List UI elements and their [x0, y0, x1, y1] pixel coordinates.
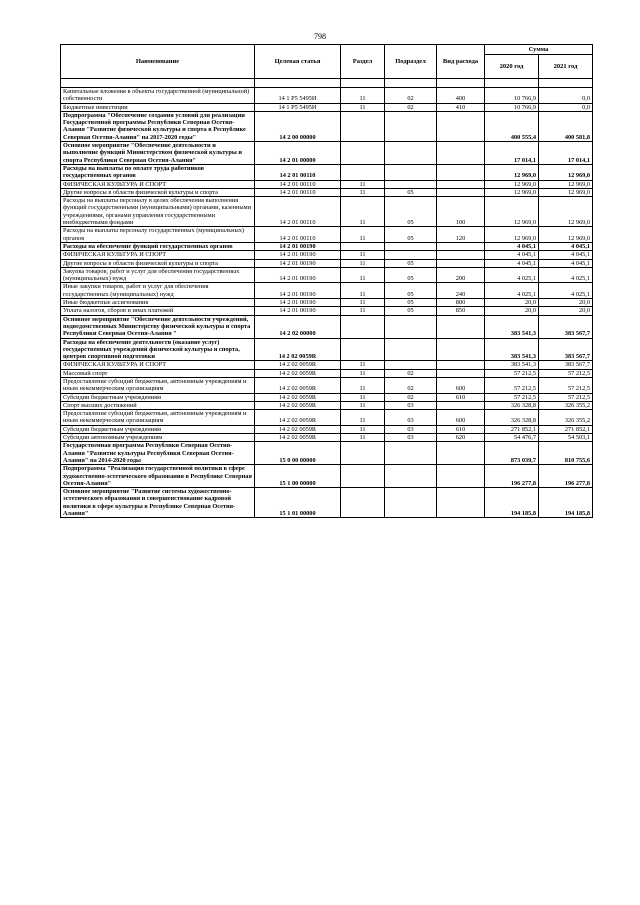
cell-sum-2020: 12 969,0 — [485, 188, 539, 196]
cell-sum-2021: 20,0 — [539, 307, 593, 315]
cell-expense-type — [437, 401, 485, 409]
cell-expense-type: 800 — [437, 299, 485, 307]
cell-target-code: 14 2 01 00190 — [255, 307, 341, 315]
cell-target-code: 14 2 02 00000 — [255, 315, 341, 338]
cell-sum-2020: 12 969,0 — [485, 180, 539, 188]
cell-name: Уплата налогов, сборов и иных платежей — [61, 307, 255, 315]
cell-section: 11 — [341, 377, 385, 393]
cell-sum-2021: 4 025,1 — [539, 283, 593, 299]
cell-target-code: 15 0 00 00000 — [255, 442, 341, 465]
table-row — [61, 188, 593, 196]
cell-section: 11 — [341, 299, 385, 307]
cell-sum-2020: 326 328,8 — [485, 410, 539, 426]
cell-subsection: 02 — [385, 369, 437, 377]
cell-expense-type — [437, 488, 485, 518]
cell-expense-type — [437, 361, 485, 369]
cell-expense-type — [437, 242, 485, 250]
cell-target-code: 14 2 02 0059R — [255, 377, 341, 393]
cell-sum-2020: 4 025,1 — [485, 283, 539, 299]
cell-sum-2020: 12 969,0 — [485, 164, 539, 180]
cell-sum-2020: 20,0 — [485, 307, 539, 315]
cell-expense-type: 600 — [437, 377, 485, 393]
cell-name: Расходы на обеспечение функций государственных органов — [61, 242, 255, 250]
cell-sum-2020: 383 541,3 — [485, 338, 539, 361]
cell-section: 11 — [341, 88, 385, 104]
cell-sum-2021: 4 025,1 — [539, 267, 593, 283]
cell-sum-2021: 12 969,0 — [539, 164, 593, 180]
cell-name: ФИЗИЧЕСКАЯ КУЛЬТУРА И СПОРТ — [61, 180, 255, 188]
cell-expense-type — [437, 142, 485, 165]
cell-expense-type: 620 — [437, 434, 485, 442]
table-row — [61, 361, 593, 369]
table-row — [61, 425, 593, 433]
cell-subsection: 05 — [385, 307, 437, 315]
cell-section: 11 — [341, 227, 385, 243]
cell-subsection: 03 — [385, 401, 437, 409]
cell-name: Субсидии бюджетным учреждениям — [61, 425, 255, 433]
cell-subsection — [385, 465, 437, 488]
cell-target-code: 14 2 01 00110 — [255, 180, 341, 188]
table-row — [61, 88, 593, 104]
cell-expense-type — [437, 369, 485, 377]
table-row — [61, 377, 593, 393]
cell-name: Основное мероприятие "Обеспечение деятельности и выполнение функций Министерством физической культуры и спорта Республики Северная Осетия-Алания" — [61, 142, 255, 165]
cell-section — [341, 111, 385, 141]
col-header-name: Наименование — [61, 45, 255, 79]
cell-name: Спорт высших достижений — [61, 401, 255, 409]
cell-section — [341, 488, 385, 518]
cell-sum-2020: 54 476,7 — [485, 434, 539, 442]
cell-section: 11 — [341, 434, 385, 442]
cell-sum-2021: 12 969,0 — [539, 188, 593, 196]
cell-section: 11 — [341, 410, 385, 426]
cell-subsection: 03 — [385, 410, 437, 426]
cell-name: Другие вопросы в области физической культуры и спорта — [61, 259, 255, 267]
cell-target-code: 14 2 01 00190 — [255, 259, 341, 267]
cell-section — [341, 142, 385, 165]
cell-subsection: 03 — [385, 434, 437, 442]
cell-expense-type: 850 — [437, 307, 485, 315]
cell-expense-type: 410 — [437, 103, 485, 111]
cell-expense-type: 240 — [437, 283, 485, 299]
cell-subsection — [385, 488, 437, 518]
cell-section — [341, 315, 385, 338]
cell-name: Предоставление субсидий бюджетным, автономным учреждениям и иным некоммерческим организациям — [61, 410, 255, 426]
cell-target-code: 14 2 01 00110 — [255, 188, 341, 196]
cell-section: 11 — [341, 267, 385, 283]
cell-sum-2020: 271 852,1 — [485, 425, 539, 433]
table-row — [61, 410, 593, 426]
table-row — [61, 197, 593, 227]
cell-name: Государственная программа Республики Северная Осетия-Алания "Развитие культуры Республики Северная Осетия-Алания" на 2014-2020 годы — [61, 442, 255, 465]
cell-subsection — [385, 142, 437, 165]
cell-subsection — [385, 111, 437, 141]
cell-name: Расходы на выплаты по оплате труда работников государственных органов — [61, 164, 255, 180]
cell-target-code: 14 2 01 00110 — [255, 227, 341, 243]
cell-sum-2021: 194 185,8 — [539, 488, 593, 518]
table-row — [61, 283, 593, 299]
cell-expense-type: 610 — [437, 393, 485, 401]
cell-section — [341, 442, 385, 465]
cell-subsection: 03 — [385, 425, 437, 433]
col-header-expense-type: Вид расхода — [437, 45, 485, 79]
cell-sum-2020: 4 045,1 — [485, 259, 539, 267]
cell-sum-2021: 383 567,7 — [539, 315, 593, 338]
cell-subsection: 05 — [385, 299, 437, 307]
table-row — [61, 369, 593, 377]
cell-subsection: 02 — [385, 88, 437, 104]
cell-expense-type: 400 — [437, 88, 485, 104]
cell-subsection — [385, 164, 437, 180]
cell-section: 11 — [341, 103, 385, 111]
cell-sum-2020: 10 766,9 — [485, 103, 539, 111]
table-row — [61, 259, 593, 267]
cell-subsection — [385, 338, 437, 361]
cell-expense-type: 600 — [437, 410, 485, 426]
cell-expense-type — [437, 111, 485, 141]
cell-target-code: 14 2 02 0059R — [255, 369, 341, 377]
cell-name: Капитальные вложения в объекты государственной (муниципальной) собственности — [61, 88, 255, 104]
cell-section — [341, 465, 385, 488]
cell-subsection: 02 — [385, 377, 437, 393]
cell-target-code: 14 2 01 00190 — [255, 242, 341, 250]
cell-expense-type — [437, 338, 485, 361]
cell-expense-type — [437, 180, 485, 188]
cell-target-code: 14 2 02 0059R — [255, 338, 341, 361]
cell-target-code: 14 2 02 0059R — [255, 393, 341, 401]
cell-sum-2021: 4 045,1 — [539, 251, 593, 259]
cell-section: 11 — [341, 259, 385, 267]
cell-target-code: 14 2 02 0059R — [255, 410, 341, 426]
cell-target-code: 14 2 01 00000 — [255, 142, 341, 165]
cell-target-code: 14 2 02 0059R — [255, 434, 341, 442]
table-row — [61, 180, 593, 188]
cell-name: Другие вопросы в области физической культуры и спорта — [61, 188, 255, 196]
cell-expense-type — [437, 251, 485, 259]
cell-target-code: 14 2 01 00190 — [255, 267, 341, 283]
cell-name: Расходы на выплаты персоналу в целях обеспечения выполнения функций государственными (муниципальными) органами, казенными учреждениями, органами управления государственными внебюджетными фондами — [61, 197, 255, 227]
table-row — [61, 307, 593, 315]
cell-target-code: 14 2 00 00000 — [255, 111, 341, 141]
cell-sum-2020: 57 212,5 — [485, 369, 539, 377]
cell-target-code: 14 1 P5 5495И — [255, 88, 341, 104]
cell-subsection: 05 — [385, 259, 437, 267]
cell-sum-2021: 12 969,0 — [539, 180, 593, 188]
table-row — [61, 242, 593, 250]
cell-section: 11 — [341, 401, 385, 409]
cell-expense-type: 120 — [437, 227, 485, 243]
cell-subsection — [385, 242, 437, 250]
cell-sum-2020: 57 212,5 — [485, 393, 539, 401]
cell-section — [341, 242, 385, 250]
cell-subsection — [385, 361, 437, 369]
cell-subsection: 05 — [385, 197, 437, 227]
cell-name: Подпрограмма "Обеспечение создания условий для реализации Государственной программы Республики Северная Осетия-Алания "Развитие физической культуры и спорта в Республике Северная Осетия-Алания" на 2017-2020 годы" — [61, 111, 255, 141]
cell-sum-2021: 20,0 — [539, 299, 593, 307]
cell-sum-2021: 57 212,5 — [539, 393, 593, 401]
cell-sum-2021: 12 969,0 — [539, 197, 593, 227]
cell-sum-2021: 57 212,5 — [539, 377, 593, 393]
spacer-row — [61, 79, 593, 88]
cell-sum-2021: 383 567,7 — [539, 338, 593, 361]
cell-subsection — [385, 180, 437, 188]
table-row — [61, 488, 593, 518]
page-number: 798 — [314, 32, 326, 41]
cell-target-code: 14 2 02 0059R — [255, 401, 341, 409]
cell-sum-2020: 20,0 — [485, 299, 539, 307]
cell-name: Иные закупки товаров, работ и услуг для обеспечения государственных (муниципальных) нужд — [61, 283, 255, 299]
cell-sum-2021: 326 355,2 — [539, 401, 593, 409]
budget-table — [60, 44, 593, 518]
cell-target-code: 14 1 P5 5495И — [255, 103, 341, 111]
cell-sum-2020: 400 555,4 — [485, 111, 539, 141]
cell-name: Закупка товаров, работ и услуг для обеспечения государственных (муниципальных) нужд — [61, 267, 255, 283]
cell-subsection: 05 — [385, 267, 437, 283]
cell-subsection: 02 — [385, 103, 437, 111]
cell-expense-type — [437, 465, 485, 488]
cell-expense-type — [437, 315, 485, 338]
col-header-section: Раздел — [341, 45, 385, 79]
cell-name: Бюджетные инвестиции — [61, 103, 255, 111]
cell-sum-2021: 326 355,2 — [539, 410, 593, 426]
cell-name: Массовый спорт — [61, 369, 255, 377]
cell-sum-2020: 4 025,1 — [485, 267, 539, 283]
cell-name: Субсидии бюджетным учреждениям — [61, 393, 255, 401]
cell-name: Расходы на обеспечение деятельности (оказание услуг) государственных учреждений физической культуры и спорта, центров спортивной подготовки — [61, 338, 255, 361]
table-row — [61, 267, 593, 283]
col-header-sum: Сумма — [485, 45, 593, 55]
cell-section: 11 — [341, 393, 385, 401]
cell-expense-type: 610 — [437, 425, 485, 433]
cell-expense-type: 100 — [437, 197, 485, 227]
cell-target-code: 14 2 02 0059R — [255, 425, 341, 433]
cell-expense-type — [437, 164, 485, 180]
cell-sum-2021: 271 852,1 — [539, 425, 593, 433]
table-row — [61, 442, 593, 465]
table-header — [61, 45, 593, 79]
cell-sum-2020: 17 014,1 — [485, 142, 539, 165]
col-header-year-2021: 2021 год — [539, 55, 593, 79]
cell-sum-2020: 873 039,7 — [485, 442, 539, 465]
cell-section: 11 — [341, 197, 385, 227]
cell-name: Расходы на выплаты персоналу государственных (муниципальных) органов — [61, 227, 255, 243]
cell-target-code: 14 2 02 0059R — [255, 361, 341, 369]
table-row — [61, 103, 593, 111]
cell-name: Подпрограмма "Реализация государственной политики в сфере художественно-эстетического образования в Республике Северная Осетия-Алания" — [61, 465, 255, 488]
cell-section: 11 — [341, 283, 385, 299]
table-row — [61, 434, 593, 442]
table-row — [61, 227, 593, 243]
cell-expense-type — [437, 259, 485, 267]
cell-sum-2021: 810 755,6 — [539, 442, 593, 465]
table-row — [61, 251, 593, 259]
cell-sum-2020: 12 969,0 — [485, 227, 539, 243]
cell-section: 11 — [341, 307, 385, 315]
cell-name: Основное мероприятие "Развитие системы художественно-эстетического образования и совершенствование кадровой политики в сфере культуры в Республике Северная Осетия-Алания" — [61, 488, 255, 518]
cell-sum-2021: 383 567,7 — [539, 361, 593, 369]
table-row — [61, 393, 593, 401]
cell-sum-2021: 196 277,8 — [539, 465, 593, 488]
cell-section: 11 — [341, 180, 385, 188]
cell-section: 11 — [341, 361, 385, 369]
cell-target-code: 14 2 01 00110 — [255, 164, 341, 180]
cell-sum-2021: 4 045,1 — [539, 242, 593, 250]
cell-subsection: 05 — [385, 283, 437, 299]
cell-section: 11 — [341, 425, 385, 433]
cell-sum-2021: 0,0 — [539, 88, 593, 104]
cell-target-code: 15 1 00 00000 — [255, 465, 341, 488]
cell-sum-2021: 4 045,1 — [539, 259, 593, 267]
table-row — [61, 164, 593, 180]
cell-name: Предоставление субсидий бюджетным, автономным учреждениям и иным некоммерческим организациям — [61, 377, 255, 393]
table-row — [61, 111, 593, 141]
cell-sum-2020: 12 969,0 — [485, 197, 539, 227]
cell-section: 11 — [341, 369, 385, 377]
cell-target-code: 15 1 01 00000 — [255, 488, 341, 518]
table-row — [61, 338, 593, 361]
cell-sum-2020: 326 328,8 — [485, 401, 539, 409]
cell-section: 11 — [341, 251, 385, 259]
cell-section — [341, 338, 385, 361]
cell-sum-2021: 57 212,5 — [539, 369, 593, 377]
cell-target-code: 14 2 01 00190 — [255, 251, 341, 259]
cell-target-code: 14 2 01 00110 — [255, 197, 341, 227]
table-body — [61, 79, 593, 518]
cell-sum-2021: 400 581,8 — [539, 111, 593, 141]
cell-expense-type — [437, 188, 485, 196]
cell-sum-2021: 17 014,1 — [539, 142, 593, 165]
cell-expense-type: 200 — [437, 267, 485, 283]
cell-sum-2020: 4 045,1 — [485, 242, 539, 250]
cell-sum-2020: 383 541,3 — [485, 361, 539, 369]
table-row — [61, 142, 593, 165]
cell-subsection — [385, 315, 437, 338]
cell-name: ФИЗИЧЕСКАЯ КУЛЬТУРА И СПОРТ — [61, 251, 255, 259]
cell-section: 11 — [341, 188, 385, 196]
table-row — [61, 401, 593, 409]
cell-subsection: 02 — [385, 393, 437, 401]
cell-sum-2020: 194 185,8 — [485, 488, 539, 518]
cell-sum-2021: 0,0 — [539, 103, 593, 111]
col-header-year-2020: 2020 год — [485, 55, 539, 79]
cell-name: ФИЗИЧЕСКАЯ КУЛЬТУРА И СПОРТ — [61, 361, 255, 369]
cell-sum-2020: 383 541,3 — [485, 315, 539, 338]
cell-target-code: 14 2 01 00190 — [255, 283, 341, 299]
cell-sum-2021: 12 969,0 — [539, 227, 593, 243]
cell-sum-2020: 4 045,1 — [485, 251, 539, 259]
cell-subsection — [385, 251, 437, 259]
col-header-target: Целевая статья — [255, 45, 341, 79]
cell-name: Субсидии автономным учреждениям — [61, 434, 255, 442]
cell-subsection: 05 — [385, 188, 437, 196]
cell-sum-2020: 57 212,5 — [485, 377, 539, 393]
cell-subsection: 05 — [385, 227, 437, 243]
col-header-subsection: Подраздел — [385, 45, 437, 79]
cell-name: Основное мероприятие "Обеспечение деятельности учреждений, подведомственных Министерству физической культуры и спорта Республики Северная Осетия-Алания " — [61, 315, 255, 338]
cell-sum-2020: 196 277,8 — [485, 465, 539, 488]
cell-target-code: 14 2 01 00190 — [255, 299, 341, 307]
cell-sum-2021: 54 503,1 — [539, 434, 593, 442]
table-row — [61, 299, 593, 307]
table-row — [61, 465, 593, 488]
cell-section — [341, 164, 385, 180]
cell-name: Иные бюджетные ассигнования — [61, 299, 255, 307]
cell-sum-2020: 10 766,9 — [485, 88, 539, 104]
cell-subsection — [385, 442, 437, 465]
cell-expense-type — [437, 442, 485, 465]
table-row — [61, 315, 593, 338]
